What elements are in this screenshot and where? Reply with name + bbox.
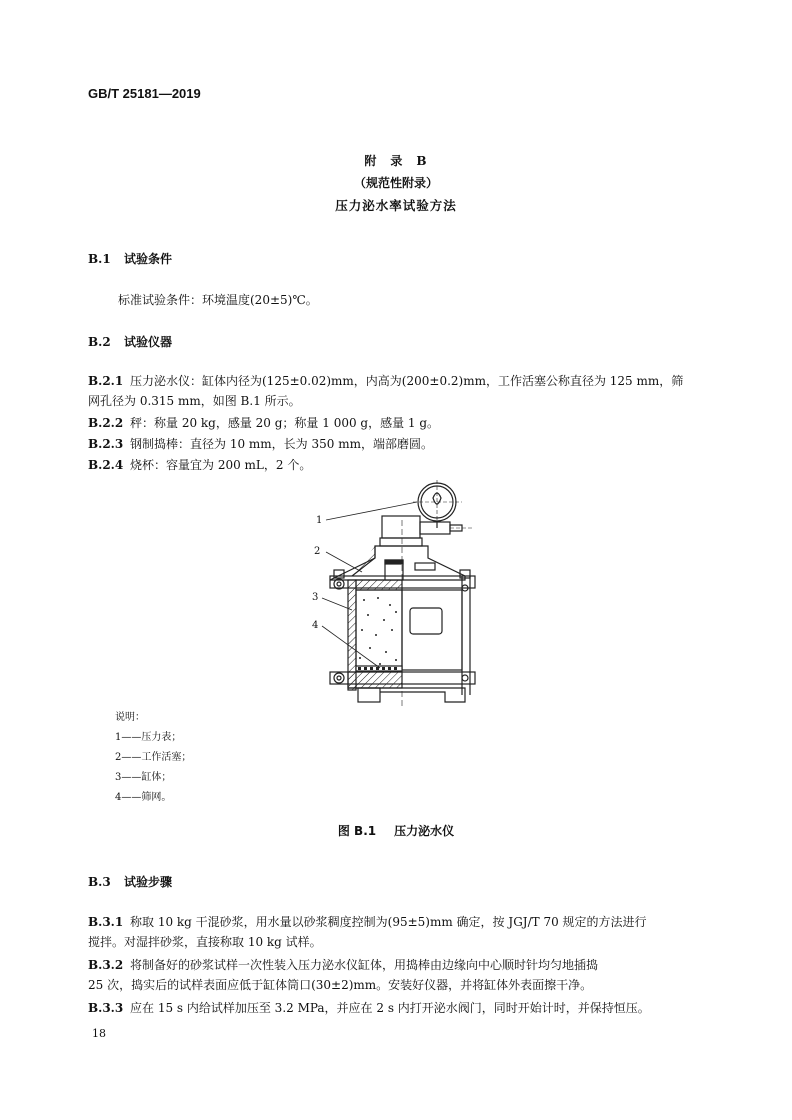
clause-text: 称取 10 kg 干混砂浆，用水量以砂浆稠度控制为(95±5)mm 确定，按 JGJ/T 70 规定的方法进行 [130,915,647,929]
figure-legend [115,708,191,808]
apparatus-drawing [300,480,500,710]
clause-text: 烧杯：容量宜为 200 mL，2 个。 [130,458,312,472]
section-number: B.3 [88,875,111,889]
callout-2: 2 [314,546,321,557]
clause-text: 钢制捣棒：直径为 10 mm，长为 350 mm，端部磨圆。 [130,437,433,451]
clause-number: B.3.2 [88,958,124,972]
clause-b3-2 [88,955,598,995]
section-number: B.2 [88,335,111,349]
legend-item-4: 4——筛网。 [115,792,172,803]
callout-3: 3 [312,592,319,603]
clause-b3-1 [88,912,647,952]
clause-number: B.3.3 [88,1001,124,1015]
section-title: 试验步骤 [124,875,173,889]
clause-number: B.2.2 [88,416,124,430]
clause-b2-4 [88,455,311,475]
callout-4: 4 [312,620,319,631]
figure-caption-number: 图 B.1 [337,824,377,838]
legend-item-3: 3——缸体； [115,772,172,783]
clause-number: B.2.4 [88,458,124,472]
legend-item-1: 1——压力表； [115,732,182,743]
section-title: 试验仪器 [124,335,173,349]
clause-text: 将制备好的砂浆试样一次性装入压力泌水仪缸体，用捣棒由边缘向中心顺时针均匀地插捣 [130,958,599,972]
pressure-bleeding-apparatus-figure [300,480,500,710]
clause-text-continued: 搅拌。对湿拌砂浆，直接称取 10 kg 试样。 [88,935,322,949]
clause-text: 应在 15 s 内给试样加压至 3.2 MPa，并应在 2 s 内打开泌水阀门，同时开始计时，并保持恒压。 [130,1001,650,1015]
clause-number: B.2.1 [88,374,124,388]
clause-text-continued: 网孔径为 0.315 mm，如图 B.1 所示。 [88,394,301,408]
section-heading-b3 [88,873,172,890]
standard-code-header: GB/T 25181—2019 [88,86,201,101]
callout-1: 1 [316,515,323,526]
figure-caption-title: 压力泌水仪 [394,824,455,838]
clause-text-continued: 25 次，捣实后的试样表面应低于缸体筒口(30±2)mm。安装好仪器，并将缸体外表面擦干净。 [88,978,593,992]
section-heading-b1 [88,250,172,267]
annex-subtitle: （规范性附录） [353,176,438,190]
page-number: 18 [92,1027,106,1040]
section-heading-b2 [88,333,172,350]
section-number: B.1 [88,252,111,266]
annex-title: 附 录 B [364,154,428,168]
clause-b3-3 [88,998,650,1018]
section-body-b1: 标准试验条件：环境温度(20±5)℃。 [118,293,318,307]
legend-title: 说明： [115,712,145,723]
figure-caption [0,822,792,839]
clause-text: 秤：称量 20 kg，感量 20 g；称量 1 000 g，感量 1 g。 [130,416,440,430]
annex-name: 压力泌水率试验方法 [335,198,457,213]
legend-item-2: 2——工作活塞； [115,752,192,763]
section-title: 试验条件 [124,252,173,266]
clause-b2-2 [88,413,439,433]
clause-b2-3 [88,434,433,454]
clause-number: B.2.3 [88,437,124,451]
clause-number: B.3.1 [88,915,124,929]
clause-text: 压力泌水仪：缸体内径为(125±0.02)mm，内高为(200±0.2)mm，工作活塞公称直径为 125 mm，筛 [130,374,684,388]
clause-b2-1 [88,371,683,411]
